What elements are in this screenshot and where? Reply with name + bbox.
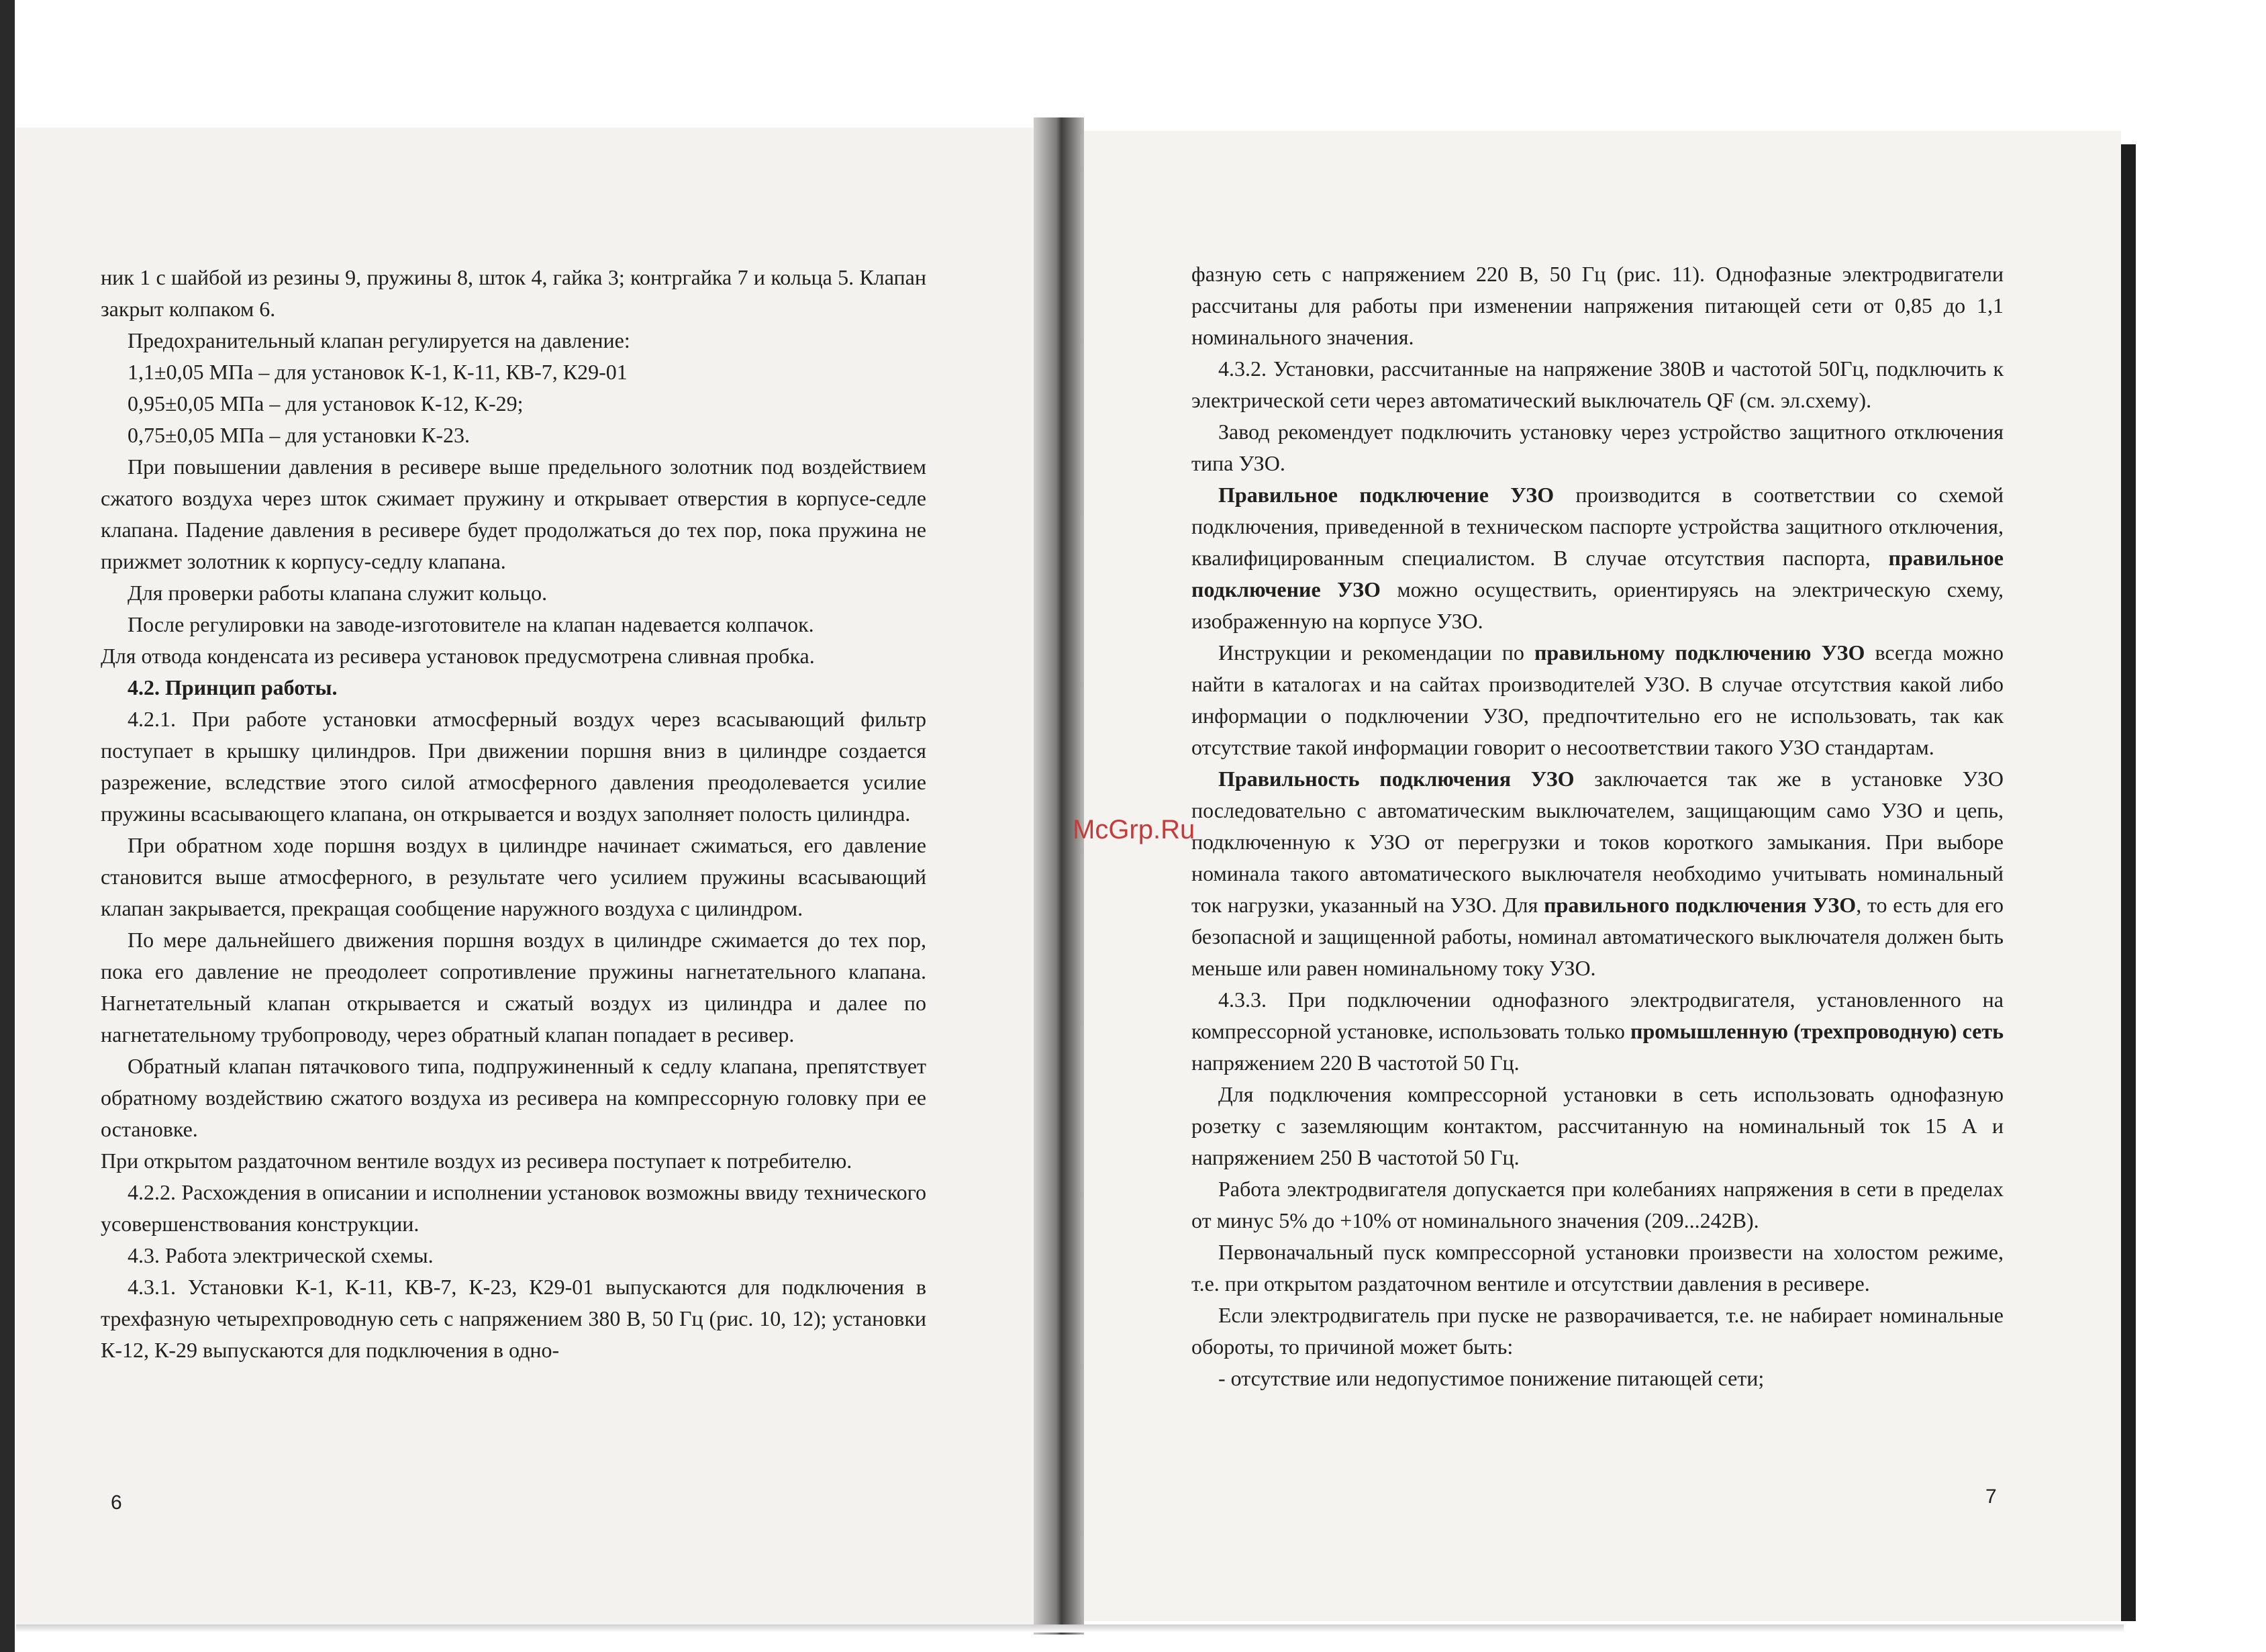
binder-edge <box>0 0 15 1652</box>
text-run: Для подключения компрессорной установки в сеть использовать однофазную розетку с заземляющим контактом, рассчитанную на номинальный ток 15 А и напряжением 250 В частотой 50 Гц. <box>1191 1082 2004 1169</box>
bottom-shadow <box>16 1624 2124 1633</box>
text-run: Работа электродвигателя допускается при колебаниях напряжения в сети в пределах от минус 5% до +10% от номинального значения (209...242В). <box>1191 1177 2004 1232</box>
paragraph <box>1191 1363 2004 1394</box>
paragraph <box>1191 763 2004 984</box>
paragraph: Для отвода конденсата из ресивера установок предусмотрена сливная пробка. <box>101 644 815 668</box>
text-run: Инструкции и рекомендации по <box>1218 640 1534 665</box>
bold-term: Правильность подключения УЗО <box>1218 767 1575 791</box>
bold-term: правильному подключению УЗО <box>1534 640 1865 665</box>
text-run: заключается так же в установке УЗО последовательно с автоматическим выключателем, защищающим само УЗО и цепь, подключенную к УЗО от перегрузки и токов короткого замыкания. При выборе номинала такого автоматического выключателя необходимо учитывать номинальный ток нагрузки, указанный на УЗО. Для <box>1191 767 2004 917</box>
text-run: 4.3.3. При подключении однофазного электродвигателя, установленного на компрессорной установке, использовать только <box>1191 987 2004 1043</box>
paragraph <box>1191 1079 2004 1173</box>
paragraph: 4.2.1. При работе установки атмосферный воздух через всасывающий фильтр поступает в крышку цилиндров. При движении поршня вниз в цилиндре создается разрежение, вследствие этого силой атмосферного давления преодолевается усилие пружины всасывающего клапана, он открывается и воздух заполняет полость цилиндра. <box>101 707 926 826</box>
paragraph <box>1191 637 2004 763</box>
paragraph: Обратный клапан пятачкового типа, подпружиненный к седлу клапана, препятствует обратному воздействию сжатого воздуха из ресивера на компрессорную головку при ее остановке. <box>101 1054 926 1141</box>
text-run: напряжением 220 В частотой 50 Гц. <box>1191 1051 1520 1075</box>
paragraph: 4.2.2. Расхождения в описании и исполнении установок возможны ввиду технического усовершенствования конструкции. <box>101 1180 926 1236</box>
paragraph: 1,1±0,05 МПа – для установок К-1, К-11, КВ-7, К29-01 <box>128 360 628 384</box>
paragraph: Для проверки работы клапана служит кольцо. <box>128 581 548 605</box>
text-run: Завод рекомендует подключить установку через устройство защитного отключения типа УЗО. <box>1191 420 2004 475</box>
paragraph: 0,95±0,05 МПа – для установок К-12, К-29; <box>128 391 524 416</box>
paragraph: При открытом раздаточном вентиле воздух из ресивера поступает к потребителю. <box>101 1149 852 1173</box>
left-page-text <box>101 262 926 1366</box>
text-run: Первоначальный пуск компрессорной установки произвести на холостом режиме, т.е. при открытом раздаточном вентиле и отсутствии давления в ресивере. <box>1191 1240 2004 1296</box>
bold-term: правильного подключения УЗО <box>1544 893 1857 917</box>
paragraph: 4.3.1. Установки К-1, К-11, КВ-7, К-23, К29-01 выпускаются для подключения в трехфазную четырехпроводную сеть с напряжением 380 В, 50 Гц (рис. 10, 12); установки К-12, К-29 выпускаются для подключения в одно- <box>101 1275 926 1362</box>
text-run: 4.3.2. Установки, рассчитанные на напряжение 380В и частотой 50Гц, подключить к электрической сети через автоматический выключатель QF (см. эл.схему). <box>1191 356 2004 412</box>
paragraph <box>1191 416 2004 479</box>
text-run: Если электродвигатель при пуске не разворачивается, т.е. не набирает номинальные обороты, то причиной может быть: <box>1191 1303 2004 1359</box>
page-number-right: 7 <box>1985 1486 1997 1508</box>
right-page-text <box>1191 258 2004 1394</box>
paragraph: При обратном ходе поршня воздух в цилиндре начинает сжиматься, его давление становится выше атмосферного, в результате чего усилием пружины всасывающий клапан закрывается, прекращая сообщение наружного воздуха с цилиндром. <box>101 833 926 920</box>
paragraph: Предохранительный клапан регулируется на давление: <box>128 328 630 352</box>
text-run: фазную сеть с напряжением 220 В, 50 Гц (рис. 11). Однофазные электродвигатели рассчитаны для работы при изменении напряжения питающей сети от 0,85 до 1,1 номинального значения. <box>1191 262 2004 349</box>
paragraph: 4.3. Работа электрической схемы. <box>128 1243 434 1267</box>
watermark-text: McGrp.Ru <box>1073 815 1195 844</box>
paragraph <box>1191 1173 2004 1236</box>
right-page-edge <box>2121 144 2136 1621</box>
book-gutter <box>1034 117 1084 1635</box>
paragraph: 0,75±0,05 МПа – для установки К-23. <box>128 423 470 447</box>
text-run: , то есть для его безопасной и защищенной работы, номинал автоматического выключателя должен быть меньше или равен номинальному току УЗО. <box>1191 893 2004 980</box>
bold-term: Правильное подключение УЗО <box>1218 483 1555 507</box>
paragraph: По мере дальнейшего движения поршня воздух в цилиндре сжимается до тех пор, пока его давление не преодолеет сопротивление пружины нагнетательного клапана. Нагнетательный клапан открывается и сжатый воздух из цилиндра и далее по нагнетательному трубопроводу, через обратный клапан попадает в ресивер. <box>101 928 926 1047</box>
text-run: производится в соответствии со схемой подключения, приведенной в техническом паспорте устройства защитного отключения, квалифицированным специалистом. В случае отсутствия паспорта, <box>1191 483 2004 570</box>
paragraph: После регулировки на заводе-изготовителе на клапан надевается колпачок. <box>128 612 814 636</box>
bold-term: промышленную (трехпроводную) сеть <box>1630 1019 2004 1043</box>
text-run: всегда можно найти в каталогах и на сайтах производителей УЗО. В случае отсутствия какой либо информации о подключении УЗО, предпочтительно его не использовать, так как отсутствие такой информации говорит о несоответствии такого УЗО стандартам. <box>1191 640 2004 759</box>
paragraph <box>1191 479 2004 637</box>
paragraph <box>1191 984 2004 1079</box>
paragraph <box>1191 1236 2004 1300</box>
bold-term: правильное подключение УЗО <box>1191 546 2004 601</box>
paragraph: ник 1 с шайбой из резины 9, пружины 8, шток 4, гайка 3; контргайка 7 и кольца 5. Клапан закрыт колпаком 6. <box>101 265 926 321</box>
page-number-left: 6 <box>111 1492 122 1514</box>
text-run: можно осуществить, ориентируясь на электрическую схему, изображенную на корпусе УЗО. <box>1191 577 2004 633</box>
text-run: - отсутствие или недопустимое понижение питающей сети; <box>1218 1366 1765 1390</box>
paragraph: При повышении давления в ресивере выше предельного золотник под воздействием сжатого воздуха через шток сжимает пружину и открывает отверстия в корпусе-седле клапана. Падение давления в ресивере будет продолжаться до тех пор, пока пружина не прижмет золотник к корпусу-седлу клапана. <box>101 454 926 573</box>
paragraph <box>1191 1300 2004 1363</box>
paragraph <box>1191 353 2004 416</box>
paragraph <box>1191 258 2004 353</box>
section-heading: 4.2. Принцип работы. <box>128 675 338 699</box>
